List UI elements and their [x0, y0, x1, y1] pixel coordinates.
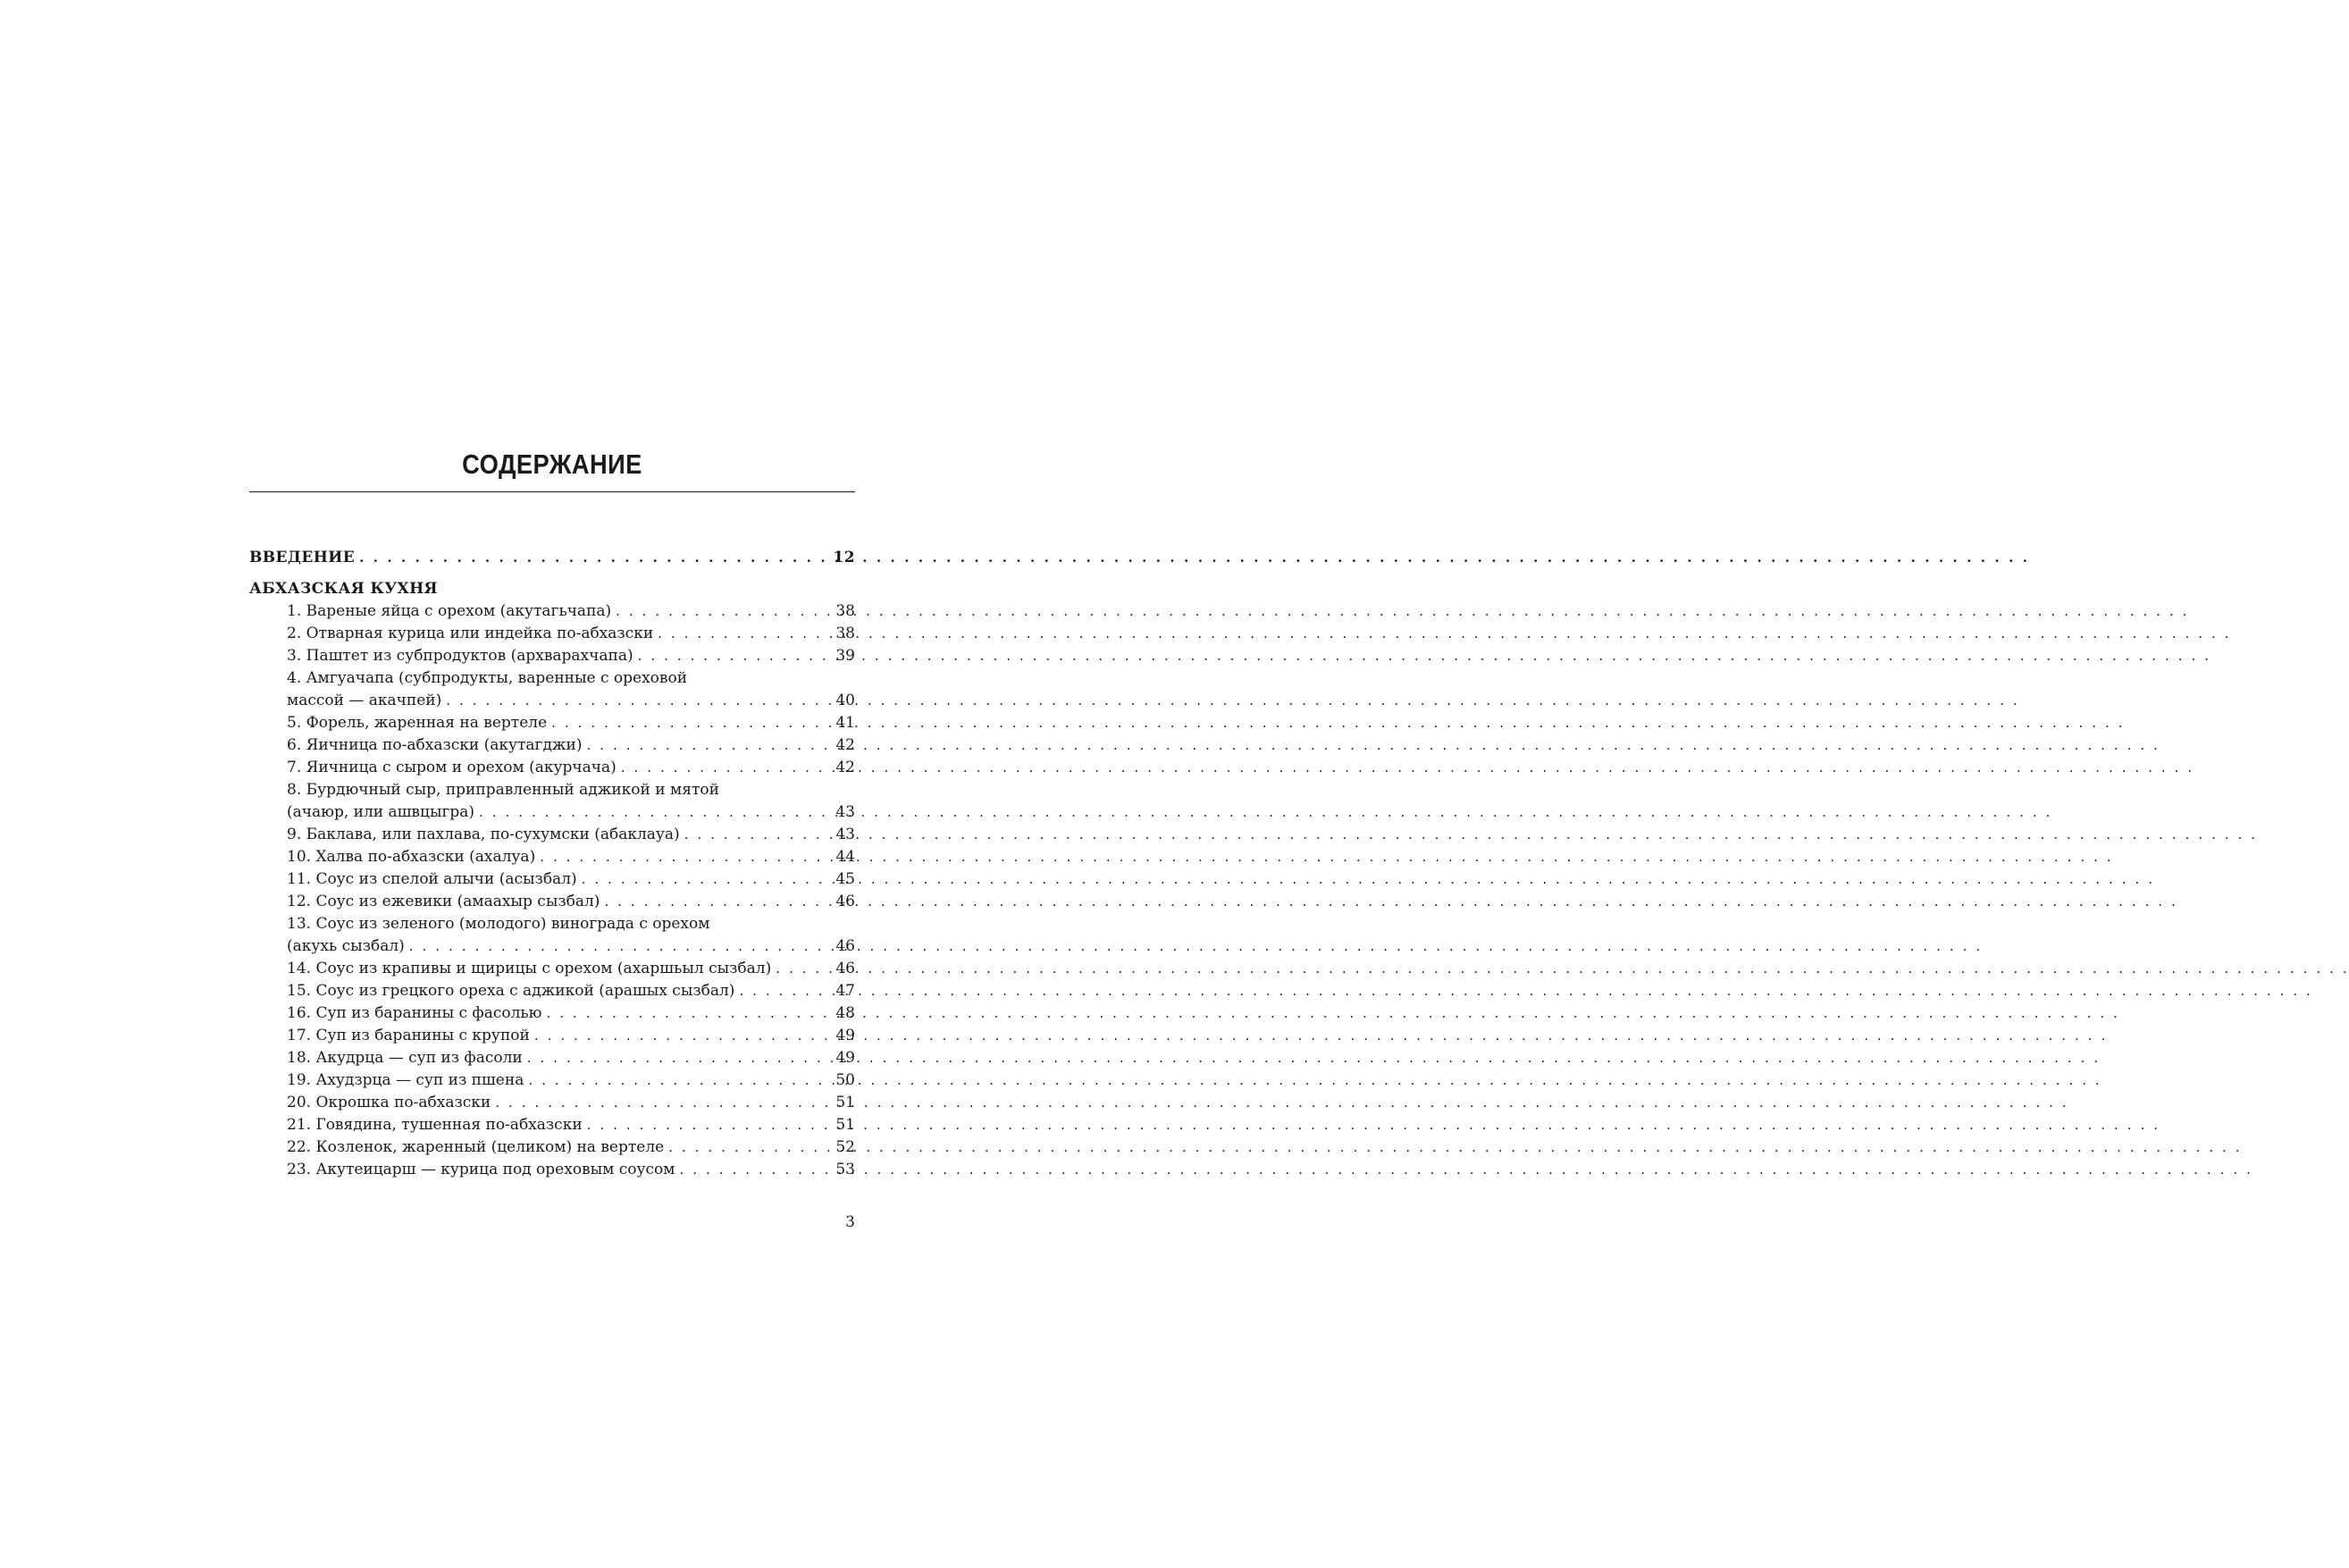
toc-entry[interactable] — [249, 868, 855, 891]
toc-entry[interactable] — [249, 891, 855, 913]
toc-entry[interactable] — [249, 645, 855, 667]
toc-entry-label: 18. Акудрца — суп из фасоли — [287, 1049, 523, 1067]
dot-leader — [359, 547, 829, 569]
toc-entry-label: 11. Соус из спелой алычи (асызбал) — [287, 870, 577, 888]
dot-leader — [527, 1047, 833, 1069]
toc-entry-page: 49 — [835, 1049, 855, 1067]
toc-entry[interactable] — [249, 935, 855, 958]
toc-entry-page: 42 — [835, 759, 855, 776]
toc-entry-page: 41 — [835, 714, 855, 732]
toc-entry-line1: 8. Бурдючный сыр, приправленный аджикой и мятой — [287, 781, 719, 799]
toc-entry-line1: 4. Амгуачапа (субпродукты, варенные с ореховой — [287, 669, 688, 687]
toc-entry-label: (ачаюр, или ашвцыгра) — [287, 803, 475, 821]
dot-leader — [587, 734, 833, 757]
dot-leader — [528, 1069, 832, 1092]
toc-entry-label: 16. Суп из баранины с фасолью — [287, 1004, 542, 1022]
dot-leader — [479, 801, 832, 824]
toc-entry[interactable] — [249, 1092, 855, 1114]
page-title: СОДЕРЖАНИЕ — [462, 449, 642, 480]
toc-entry[interactable] — [249, 824, 855, 846]
dot-leader — [409, 935, 833, 958]
toc-entry[interactable] — [249, 980, 855, 1002]
toc-entry-label: 9. Баклава, или пахлава, по-сухумски (абаклауа) — [287, 826, 680, 843]
toc-entry-page: 46 — [835, 937, 855, 955]
toc-entry-page: 46 — [835, 960, 855, 977]
dot-leader — [446, 690, 832, 712]
toc-entry-page: 45 — [835, 870, 855, 888]
toc-entry-intro[interactable] — [249, 547, 855, 569]
dot-leader — [621, 757, 833, 779]
dot-leader — [551, 712, 832, 734]
toc-entry-page: 44 — [835, 848, 855, 866]
toc-entry-label: ВВЕДЕНИЕ — [249, 549, 356, 566]
toc-entry[interactable] — [249, 1114, 855, 1136]
toc-entry-label: 19. Ахудзрца — суп из пшена — [287, 1071, 524, 1089]
toc-entry[interactable] — [249, 1159, 855, 1181]
toc-entry[interactable] — [249, 1002, 855, 1025]
toc-entry[interactable] — [249, 712, 855, 734]
toc-entry-page: 53 — [835, 1161, 855, 1178]
toc-entry-label: 2. Отварная курица или индейка по-абхазски — [287, 625, 654, 642]
toc-entry-page: 51 — [835, 1116, 855, 1134]
toc-entry[interactable] — [249, 600, 855, 623]
toc-entry[interactable] — [249, 846, 855, 868]
toc-entry-page: 47 — [835, 982, 855, 1000]
toc-entry-label: массой — акачпей) — [287, 692, 442, 709]
toc-entry[interactable] — [249, 1136, 855, 1159]
toc-entry-page: 48 — [835, 1004, 855, 1022]
dot-leader — [546, 1002, 832, 1025]
toc-entry[interactable] — [249, 1069, 855, 1092]
toc-entry-page: 38 — [835, 602, 855, 620]
dot-leader — [604, 891, 832, 913]
toc-entry-page: 51 — [835, 1094, 855, 1111]
toc-entry-page: 49 — [835, 1027, 855, 1044]
toc-entry-label: 15. Соус из грецкого ореха с аджикой (арашых сызбал) — [287, 982, 735, 1000]
table-of-contents — [249, 547, 855, 1181]
toc-entry-label: 10. Халва по-абхазски (ахалуа) — [287, 848, 536, 866]
toc-entry-label: 14. Соус из крапивы и щирицы с орехом (ахаршьыл сызбал) — [287, 960, 772, 977]
toc-entry-label: 22. Козленок, жаренный (целиком) на вертеле — [287, 1138, 665, 1156]
toc-entry-page: 42 — [835, 736, 855, 754]
toc-entry-page: 43 — [835, 826, 855, 843]
toc-entry-label: 6. Яичница по-абхазски (акутагджи) — [287, 736, 583, 754]
toc-entry-page: 50 — [835, 1071, 855, 1089]
toc-entry-label: 5. Форель, жаренная на вертеле — [287, 714, 548, 732]
toc-entry[interactable] — [249, 623, 855, 645]
dot-leader — [616, 600, 832, 623]
toc-entry-label: 7. Яичница с сыром и орехом (акурчача) — [287, 759, 617, 776]
toc-entry-page: 38 — [835, 625, 855, 642]
toc-entry[interactable] — [249, 690, 855, 712]
dot-leader — [582, 868, 833, 891]
toc-entry-line1: 13. Соус из зеленого (молодого) винограда с орехом — [287, 915, 710, 933]
toc-entry-page: 52 — [835, 1138, 855, 1156]
toc-entry-page: 40 — [835, 692, 855, 709]
dot-leader — [684, 824, 833, 846]
dot-leader — [587, 1114, 833, 1136]
toc-entry-label: 20. Окрошка по-абхазски — [287, 1094, 491, 1111]
toc-entry-label: 3. Паштет из субпродуктов (архварахчапа) — [287, 647, 633, 665]
toc-items — [249, 600, 855, 1181]
dot-leader — [739, 980, 832, 1002]
toc-entry-page: 46 — [835, 893, 855, 910]
dot-leader — [495, 1092, 832, 1114]
toc-entry-label: 21. Говядина, тушенная по-абхазски — [287, 1116, 583, 1134]
toc-entry[interactable] — [249, 958, 855, 980]
dot-leader — [534, 1025, 833, 1047]
dot-leader — [540, 846, 832, 868]
dot-leader — [658, 623, 832, 645]
toc-entry[interactable] — [249, 1025, 855, 1047]
toc-entry-label: (акухь сызбал) — [287, 937, 405, 955]
toc-entry-label: 1. Вареные яйца с орехом (акутагьчапа) — [287, 602, 612, 620]
dot-leader — [776, 958, 832, 980]
toc-entry-label: 17. Суп из баранины с крупой — [287, 1027, 530, 1044]
toc-section-heading: АБХАЗСКАЯ КУХНЯ — [249, 580, 438, 598]
toc-entry[interactable] — [249, 757, 855, 779]
toc-entry-page: 43 — [835, 803, 855, 821]
toc-entry[interactable] — [249, 801, 855, 824]
toc-entry[interactable] — [249, 1047, 855, 1069]
toc-entry-page: 39 — [835, 647, 855, 665]
toc-entry-label: 12. Соус из ежевики (амаахыр сызбал) — [287, 893, 600, 910]
toc-entry[interactable] — [249, 734, 855, 757]
page-number: 3 — [845, 1213, 855, 1231]
dot-leader — [668, 1136, 832, 1159]
page — [0, 0, 1109, 1568]
dot-leader — [638, 645, 833, 667]
toc-entry-label: 23. Акутеицарш — курица под ореховым соусом — [287, 1161, 675, 1178]
title-divider — [249, 491, 855, 492]
toc-entry-page: 12 — [833, 549, 855, 566]
dot-leader — [680, 1159, 833, 1181]
